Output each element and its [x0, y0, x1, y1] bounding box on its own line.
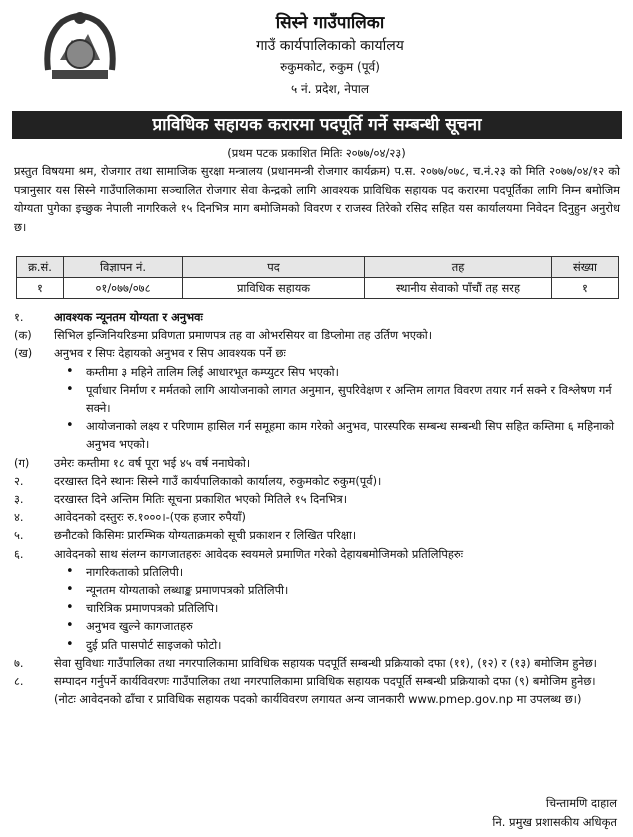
table-cell: १	[17, 278, 64, 299]
item-text: आवेदनको साथ संलग्न कागजातहरुः आवेदक स्वयमले प्रमाणित गरेको देहायबमोजिमको प्रतिलिपिहरुः	[54, 546, 464, 561]
col-header: संख्या	[552, 257, 619, 278]
notice-title: प्राविधिक सहायक करारमा पदपूर्ति गर्ने सम्बन्धी सूचना	[12, 111, 622, 139]
list-item	[14, 672, 620, 690]
bullet-item: • न्यूनतम योग्यताको लब्धाङ्क प्रमाणपत्रको प्रतिलिपी।	[14, 581, 620, 599]
item-number: (ख)	[14, 346, 33, 361]
publish-date: (प्रथम पटक प्रकाशित मितिः २०७७/०४/२३)	[227, 146, 406, 160]
item-text: आवेदनको दस्तुरः रु.१०००।-(एक हजार रुपैयाँ)	[54, 510, 246, 525]
list-item	[14, 344, 620, 362]
col-header: क्र.सं.	[17, 257, 64, 278]
list-item	[14, 308, 620, 326]
list-item	[14, 454, 620, 472]
item-text: उमेरः कम्तीमा १८ वर्ष पूरा भई ४५ वर्ष ननाघेको।	[54, 455, 251, 470]
table-header-row	[17, 257, 619, 278]
item-number: ७.	[14, 655, 24, 670]
item-number: ५.	[14, 528, 24, 543]
nepal-emblem-icon	[40, 8, 120, 88]
requirements-list	[14, 308, 620, 708]
vacancy-table	[16, 256, 619, 299]
item-number: २.	[14, 473, 24, 488]
bullet-item: • दुई प्रति पासपोर्ट साइजको फोटो।	[14, 636, 620, 654]
list-item	[14, 472, 620, 490]
list-item	[14, 490, 620, 508]
list-item	[14, 526, 620, 544]
bullet-item: • आयोजनाको लक्ष्य र परिणाम हासिल गर्न समूहमा काम गरेको अनुभव, पारस्परिक सम्बन्ध सम्बन्धी सिप सहित कम्तिमा ६ महिनाको अनुभव भएको।	[14, 417, 620, 453]
table-cell: १	[552, 278, 619, 299]
item-text: आवश्यक न्यूनतम योग्यता र अनुभवः	[54, 310, 203, 324]
item-text: सिभिल इन्जिनियरिङमा प्रविणता प्रमाणपत्र तह वा ओभरसियर वा डिप्लोमा तह उर्तिण भएको।	[54, 328, 433, 343]
bullet-item: • चारित्रिक प्रमाणपत्रको प्रतिलिपि।	[14, 599, 620, 617]
office-province: ५ नं. प्रदेश, नेपाल	[290, 82, 370, 96]
list-item	[14, 326, 620, 344]
bullet-item: • पूर्वाधार निर्माण र मर्मतको लागि आयोजनाको लागत अनुमान, सुपरिवेक्षण र अन्तिम लागत विवरण तयार गर्न सक्ने र विश्लेषण गर्न सक्ने।	[14, 381, 620, 417]
col-header: पद	[183, 257, 365, 278]
col-header: विज्ञापन नं.	[64, 257, 183, 278]
item-number: (ग)	[14, 455, 30, 470]
list-item	[14, 545, 620, 563]
item-text: दरखास्त दिने अन्तिम मितिः सूचना प्रकाशित भएको मितिले १५ दिनभित्र।	[54, 492, 348, 507]
item-text: अनुभव र सिपः देहायको अनुभव र सिप आवश्यक पर्ने छः	[54, 346, 286, 361]
office-subtitle: गाउँ कार्यपालिकाको कार्यालय	[256, 38, 404, 54]
bullet-item: • अनुभव खुल्ने कागजातहरु	[14, 617, 620, 635]
signatory-title: नि. प्रमुख प्रशासकीय अधिकृत	[492, 815, 617, 829]
office-name: सिस्ने गाउँपालिका	[275, 13, 385, 33]
table-cell: स्थानीय सेवाको पाँचौं तह सरह	[365, 278, 552, 299]
table-cell: ०१/०७७/०७८	[64, 278, 183, 299]
item-number: ३.	[14, 492, 24, 507]
office-address: रुकुमकोट, रुकुम (पूर्व)	[280, 60, 380, 74]
item-number: १.	[14, 310, 24, 324]
item-number: ८.	[14, 674, 24, 689]
item-number: ६.	[14, 546, 24, 561]
item-text: (नोटः आवेदनको ढाँचा र प्राविधिक सहायक पदको कार्यविवरण लगायत अन्य जानकारी www.pmep.gov.np मा उपलब्ध छ।)	[54, 692, 582, 707]
intro-paragraph: प्रस्तुत विषयमा श्रम, रोजगार तथा सामाजिक सुरक्षा मन्त्रालय (प्रधानमन्त्री रोजगार कार्यक्रम) प.स. २०७७/०७८, च.नं.२३ को मिति २०७७/०४/१२ को पत्रानुसार यस सिस्ने गाउँपालिकामा सञ्चालित रोजगार सेवा केन्द्रको लागि आवश्यक प्राविधिक सहायक पद करारमा पदपूर्तिका लागि निम्न बमोजिम योग्यता पुगेका इच्छुक नेपाली नागरिकले १५ दिनभित्र माग बमोजिमको विवरण र राजस्व तिरेको रसिद सहित यस कार्यालयमा निवेदन दिनुहुन अनुरोध छ।	[14, 164, 620, 234]
table-cell: प्राविधिक सहायक	[183, 278, 365, 299]
table-row	[17, 278, 619, 299]
list-item	[14, 654, 620, 672]
col-header: तह	[365, 257, 552, 278]
item-text: दरखास्त दिने स्थानः सिस्ने गाउँ कार्यपालिकाको कार्यालय, रुकुमकोट रुकुम(पूर्व)।	[54, 473, 382, 488]
list-item	[14, 508, 620, 526]
bullet-item: • कम्तीमा ३ महिने तालिम लिई आधारभूत कम्प्युटर सिप भएको।	[14, 363, 620, 381]
signatory-name: चिन्तामणि दाहाल	[545, 796, 617, 810]
item-text: सेवा सुविधाः गाउँपालिका तथा नगरपालिकामा प्राविधिक सहायक पदपूर्ति सम्बन्धी प्रक्रियाको दफा (११), (१२) र (१३) बमोजिम हुनेछ।	[54, 655, 597, 670]
list-item	[14, 690, 620, 708]
item-number: ४.	[14, 510, 24, 525]
item-number: (क)	[14, 328, 32, 343]
bullet-item: • नागरिकताको प्रतिलिपी।	[14, 563, 620, 581]
item-text: छनौटको किसिमः प्रारम्भिक योग्यताक्रमको सूची प्रकाशन र लिखित परिक्षा।	[54, 528, 357, 543]
item-text: सम्पादन गर्नुपर्ने कार्यविवरणः गाउँपालिका तथा नगरपालिकामा प्राविधिक सहायक पदपूर्ति सम्बन्धी प्रक्रियाको दफा (९) बमोजिम हुनेछ।	[54, 674, 596, 689]
